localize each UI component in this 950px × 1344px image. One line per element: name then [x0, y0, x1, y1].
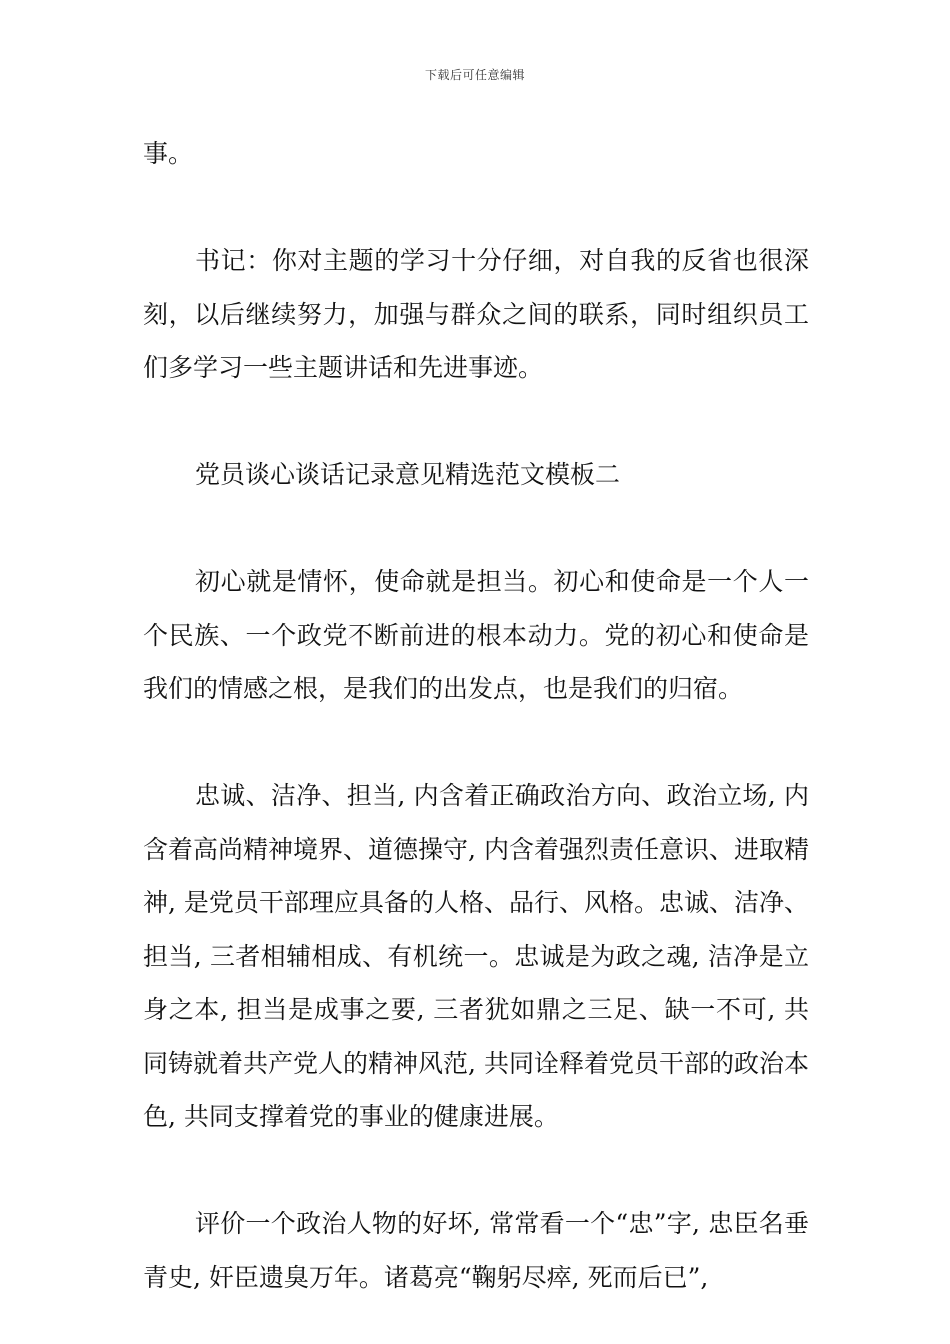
paragraph-gap: [143, 395, 809, 449]
paragraph-gap: [143, 1144, 809, 1198]
paragraph-original-aspiration: 初心就是情怀，使命就是担当。初心和使命是一个人一个民族、一个政党不断前进的根本动力。党的初心和使命是我们的情感之根，是我们的出发点，也是我们的归宿。: [143, 567, 809, 703]
page-header: 下载后可任意编辑: [424, 68, 525, 82]
section-heading: 党员谈心谈话记录意见精选范文模板二: [195, 460, 621, 489]
paragraph-gap: [143, 181, 809, 235]
paragraph-evaluation: 评价一个政治人物的好坏, 常常看一个“忠”字, 忠臣名垂青史, 奸臣遗臭万年。诸葛亮“鞠躬尽瘁, 死而后已”,: [143, 1209, 809, 1292]
document-body: [143, 127, 809, 1304]
paragraph-secretary-comment: 书记：你对主题的学习十分仔细，对自我的反省也很深刻，以后继续努力，加强与群众之间的联系，同时组织员工们多学习一些主题讲话和先进事迹。: [143, 246, 809, 382]
paragraph-loyalty-integrity: 忠诚、洁净、担当, 内含着正确政治方向、政治立场, 内含着高尚精神境界、道德操守, 内含着强烈责任意识、进取精神, 是党员干部理应具备的人格、品行、风格。忠诚、洁净、担当, 三者相辅相成、有机统一。忠诚是为政之魂, 洁净是立身之本, 担当是成事之要, 三者犹如鼎之三足、缺一不可, 共同铸就着共产党人的精神风范, 共同诠释着党员干部的政治本色, 共同支撑着党的事业的健康进展。: [143, 781, 809, 1131]
paragraph-gap: [143, 502, 809, 556]
paragraph-gap: [143, 716, 809, 770]
paragraph-continuation: 事。: [143, 139, 194, 168]
